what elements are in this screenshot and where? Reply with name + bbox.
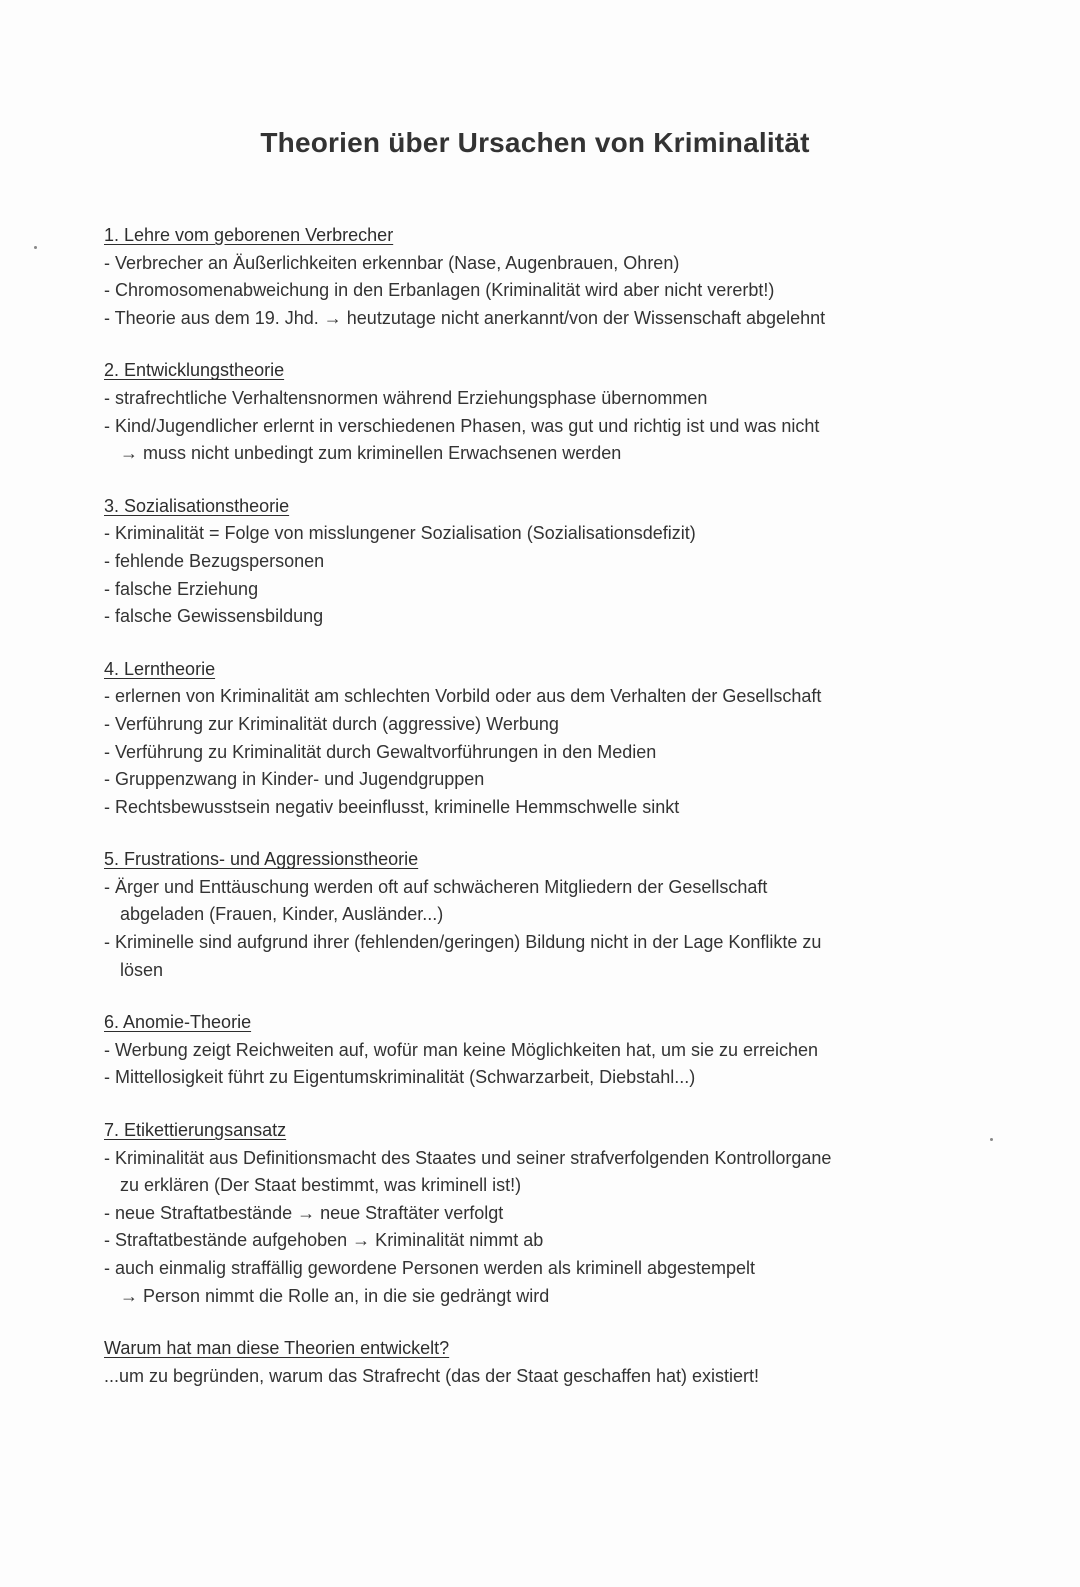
continuation-line: abgeladen (Frauen, Kinder, Ausländer...) bbox=[120, 904, 444, 925]
bullet-line: - strafrechtliche Verhaltensnormen während Erziehungsphase übernommen bbox=[104, 387, 708, 408]
section-1 bbox=[104, 222, 964, 332]
section-7 bbox=[104, 1117, 964, 1310]
bullet-line: - fehlende Bezugspersonen bbox=[104, 550, 325, 571]
arrow-line: → muss nicht unbedingt zum kriminellen Erwachsenen werden bbox=[120, 443, 622, 464]
bullet-line: - Werbung zeigt Reichweiten auf, wofür man keine Möglichkeiten hat, um sie zu erreichen bbox=[104, 1039, 819, 1060]
bullet-line: - Rechtsbewusstsein negativ beeinflusst, kriminelle Hemmschwelle sinkt bbox=[104, 796, 680, 817]
section-heading: 6. Anomie-Theorie bbox=[104, 1012, 252, 1033]
bullet-line: - Kriminalität aus Definitionsmacht des Staates und seiner strafverfolgenden Kontrollorgane bbox=[104, 1147, 832, 1168]
scan-speck bbox=[34, 246, 37, 249]
bullet-line: - Mittellosigkeit führt zu Eigentumskriminalität (Schwarzarbeit, Diebstahl...) bbox=[104, 1067, 696, 1088]
section-heading: 5. Frustrations- und Aggressionstheorie bbox=[104, 849, 419, 870]
document-title: Theorien über Ursachen von Kriminalität bbox=[260, 127, 810, 158]
bullet-line: - Ärger und Enttäuschung werden oft auf schwächeren Mitgliedern der Gesellschaft bbox=[104, 876, 768, 897]
answer-line: ...um zu begründen, warum das Strafrecht (das der Staat geschaffen hat) existiert! bbox=[104, 1365, 760, 1386]
continuation-line: zu erklären (Der Staat bestimmt, was kriminell ist!) bbox=[120, 1175, 522, 1196]
section-heading: 3. Sozialisationstheorie bbox=[104, 495, 290, 516]
bullet-line: - Kind/Jugendlicher erlernt in verschiedenen Phasen, was gut und richtig ist und was nicht bbox=[104, 415, 820, 436]
section-3 bbox=[104, 493, 964, 631]
bullet-line: - Verführung zu Kriminalität durch Gewaltvorführungen in den Medien bbox=[104, 741, 657, 762]
question-heading: Warum hat man diese Theorien entwickelt? bbox=[104, 1338, 450, 1359]
section-heading: 4. Lerntheorie bbox=[104, 658, 216, 679]
document-body bbox=[104, 222, 964, 1415]
bullet-line: - Straftatbestände aufgehoben → Kriminalität nimmt ab bbox=[104, 1230, 544, 1251]
section-2 bbox=[104, 357, 964, 467]
bullet-line: - Verführung zur Kriminalität durch (aggressive) Werbung bbox=[104, 713, 559, 734]
section-heading: 1. Lehre vom geborenen Verbrecher bbox=[104, 225, 394, 245]
bullet-line: - Gruppenzwang in Kinder- und Jugendgruppen bbox=[104, 769, 485, 790]
bullet-line: - falsche Gewissensbildung bbox=[104, 606, 324, 627]
bullet-line: - neue Straftatbestände → neue Straftäter verfolgt bbox=[104, 1202, 504, 1223]
bullet-line: - falsche Erziehung bbox=[104, 578, 259, 599]
section-heading: 2. Entwicklungstheorie bbox=[104, 360, 285, 381]
section-heading: 7. Etikettierungsansatz bbox=[104, 1120, 287, 1141]
bullet-line: - Kriminalität = Folge von misslungener Sozialisation (Sozialisationsdefizit) bbox=[104, 523, 696, 544]
section-6 bbox=[104, 1009, 964, 1092]
scan-speck bbox=[990, 1138, 993, 1141]
bullet-line: - Theorie aus dem 19. Jhd. → heutzutage nicht anerkannt/von der Wissenschaft abgelehnt bbox=[104, 307, 826, 328]
section-4 bbox=[104, 656, 964, 822]
bullet-line: - auch einmalig straffällig gewordene Personen werden als kriminell abgestempelt bbox=[104, 1258, 756, 1278]
bullet-line: - Verbrecher an Äußerlichkeiten erkennbar (Nase, Augenbrauen, Ohren) bbox=[104, 252, 680, 273]
continuation-line: lösen bbox=[120, 959, 164, 980]
section-5 bbox=[104, 846, 964, 984]
arrow-line: → Person nimmt die Rolle an, in die sie gedrängt wird bbox=[120, 1285, 550, 1306]
bullet-line: - erlernen von Kriminalität am schlechten Vorbild oder aus dem Verhalten der Gesellschaft bbox=[104, 686, 822, 707]
bullet-line: - Chromosomenabweichung in den Erbanlagen (Kriminalität wird aber nicht vererbt!) bbox=[104, 280, 775, 301]
question-section bbox=[104, 1335, 964, 1390]
bullet-line: - Kriminelle sind aufgrund ihrer (fehlenden/geringen) Bildung nicht in der Lage Konflikte zu bbox=[104, 932, 822, 953]
